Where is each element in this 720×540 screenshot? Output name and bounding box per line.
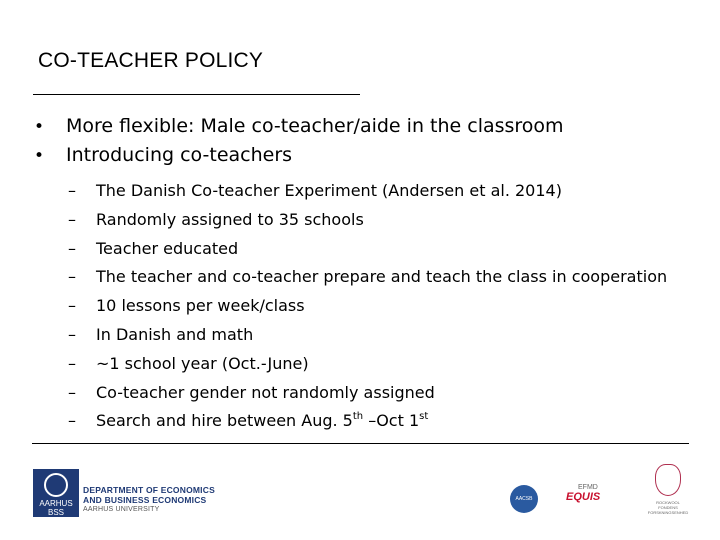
- department-line-1: DEPARTMENT OF ECONOMICS: [83, 485, 215, 495]
- sub-marker: –: [68, 267, 76, 287]
- sub-marker: –: [68, 411, 76, 431]
- sub-bullet-item: [68, 181, 708, 210]
- sub-bullet-item: [68, 411, 708, 440]
- sub-marker: –: [68, 209, 76, 229]
- seal-icon: [44, 473, 68, 497]
- sub-bullet-text: 10 lessons per week/class: [96, 296, 305, 316]
- sub-bullet-item: [68, 239, 708, 268]
- bullet-text: More flexible: Male co-teacher/aide in the classroom: [66, 115, 564, 137]
- bullet-item: [34, 144, 694, 173]
- aacsb-logo: AACSB: [510, 485, 538, 513]
- title-divider: [33, 94, 360, 95]
- hire-window-start: Search and hire between Aug. 5: [96, 411, 353, 431]
- sub-bullet-item: [68, 325, 708, 354]
- university-name: AARHUS UNIVERSITY: [83, 506, 160, 513]
- sub-bullet-text: In Danish and math: [96, 324, 254, 344]
- sub-bullet-text: Co-teacher gender not randomly assigned: [96, 382, 435, 402]
- sub-marker: –: [68, 181, 76, 200]
- sub-marker: –: [68, 353, 76, 373]
- sub-bullet-text: The Danish Co-teacher Experiment (Andersen et al. 2014): [96, 181, 562, 200]
- sub-marker: –: [68, 324, 76, 344]
- equis-label: EQUIS: [566, 491, 601, 503]
- sub-bullet-text: ~1 school year (Oct.-June): [96, 353, 309, 373]
- sub-bullet-item: [68, 296, 708, 325]
- hire-window-end: –Oct 1: [363, 411, 420, 431]
- footer: [0, 452, 720, 540]
- sub-bullet-item: [68, 267, 708, 296]
- sub-bullet-text: The teacher and co-teacher prepare and teach the class in cooperation: [96, 267, 668, 287]
- efmd-label: EFMD: [578, 484, 598, 491]
- bullet-text: Introducing co-teachers: [66, 144, 293, 166]
- department-line-2: AND BUSINESS ECONOMICS: [83, 495, 207, 505]
- aarhus-bss-logo: [33, 469, 79, 517]
- ordinal-suffix: st: [419, 411, 429, 423]
- bullet-list: [34, 115, 694, 173]
- sub-marker: –: [68, 238, 76, 258]
- bullet-marker: •: [34, 117, 45, 137]
- seal-label: AARHUS BSS: [39, 499, 73, 517]
- bullet-item: [34, 115, 694, 144]
- sub-bullet-item: [68, 210, 708, 239]
- slide-title: CO-TEACHER POLICY: [38, 49, 264, 72]
- sub-bullet-item: [68, 354, 708, 383]
- footer-divider: [32, 443, 689, 444]
- sub-bullet-text: Randomly assigned to 35 schools: [96, 209, 364, 229]
- bullet-marker: •: [34, 146, 45, 166]
- sub-marker: –: [68, 296, 76, 316]
- ordinal-suffix: th: [352, 411, 364, 423]
- sub-bullet-text: [96, 411, 428, 430]
- rockwool-label: ROCKWOOL FONDENS FORSKNINGSENHED: [647, 500, 689, 515]
- sub-bullet-list: [68, 181, 708, 440]
- department-name: [83, 485, 215, 515]
- rockwool-mark-icon: [655, 464, 681, 496]
- rockwool-logo: [646, 464, 690, 524]
- sub-bullet-text: Teacher educated: [96, 238, 239, 258]
- equis-logo: [566, 484, 616, 514]
- sub-marker: –: [68, 382, 76, 402]
- sub-bullet-item: [68, 383, 708, 412]
